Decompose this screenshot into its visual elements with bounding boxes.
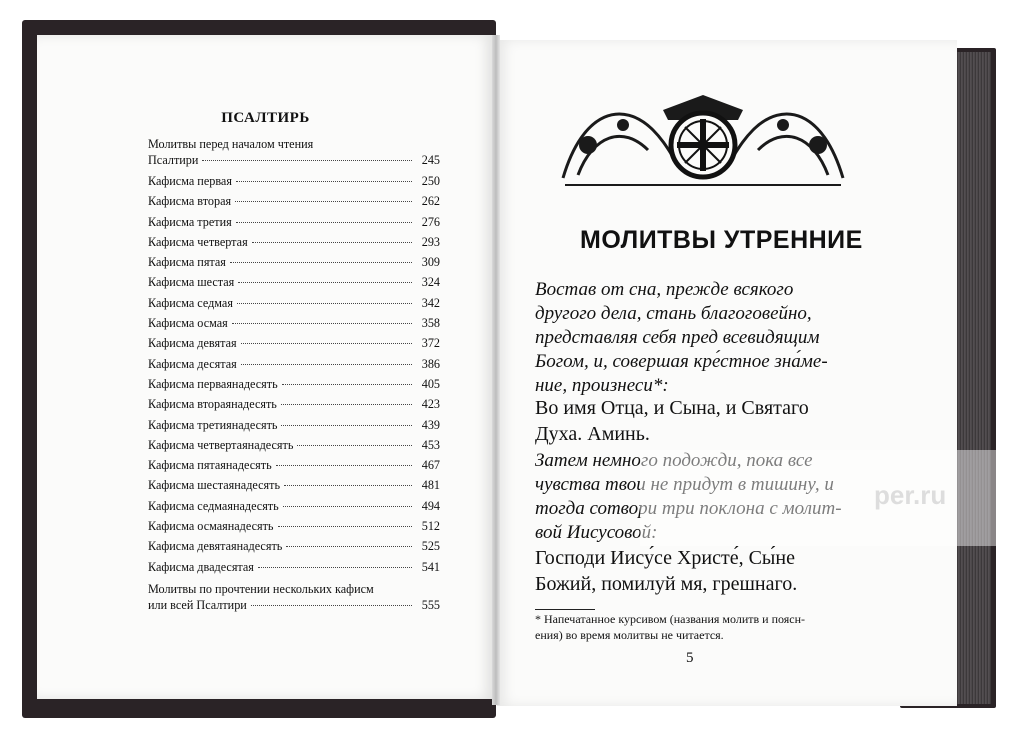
toc-entry[interactable] [148, 478, 440, 498]
toc-dot-leader [297, 445, 412, 446]
toc-entry-page: 494 [421, 498, 440, 513]
toc-entry-page: 541 [421, 559, 440, 574]
footnote-line: ения) во время молитвы не читается. [535, 628, 724, 642]
toc-entry-label: Псалтири [148, 153, 199, 167]
toc-dot-leader [241, 343, 412, 344]
watermark-text: per.ru [874, 480, 947, 510]
toc-entry[interactable] [148, 458, 440, 478]
toc-dot-leader [251, 605, 412, 606]
book-gutter [492, 35, 500, 705]
toc-entry[interactable] [148, 438, 440, 458]
text-line: другого дела, стань благоговейно, [535, 303, 812, 324]
toc-dot-leader [258, 567, 412, 568]
toc-entry[interactable] [148, 194, 440, 214]
toc-dot-leader [235, 201, 412, 202]
text-line: ние, произнеси*: [535, 375, 669, 396]
toc-entry-last[interactable] [148, 582, 440, 618]
prayer-paragraph-1 [535, 395, 855, 447]
toc-dot-leader [276, 465, 412, 466]
toc-entry-label: Кафисма четвертаянадесять [148, 437, 294, 452]
toc-entry-first[interactable] [148, 137, 440, 174]
toc-entry-label: Кафисма двадесятая [148, 559, 254, 574]
toc-entry-label: Кафисма пятаянадесять [148, 458, 272, 473]
toc-entry-label: Молитвы по прочтении нескольких кафисм [148, 581, 374, 596]
toc-entry-label: Кафисма десятая [148, 356, 237, 371]
toc-entry[interactable] [148, 235, 440, 255]
text-line: Затем немного подожди, пока все [535, 450, 813, 471]
toc-dot-leader [283, 506, 412, 507]
toc-dot-leader [281, 425, 412, 426]
text-line: представляя себя пред всевидящим [535, 327, 820, 348]
toc-title: ПСАЛТИРЬ [221, 110, 310, 126]
toc-dot-leader [278, 526, 413, 527]
toc-entry-page: 555 [421, 597, 440, 612]
toc-entry-label: Молитвы перед началом чтения [148, 137, 314, 151]
toc-dot-leader [286, 546, 412, 547]
toc-entry-page: 405 [421, 376, 440, 391]
toc-entry[interactable] [148, 336, 440, 356]
text-line: Божий, помилуй мя, грешнаго. [535, 573, 798, 595]
toc-entry-label: Кафисма шестая [148, 275, 235, 290]
toc-entry-page: 250 [421, 174, 440, 188]
text-line: тогда сотвори три поклона с молит- [535, 498, 842, 519]
toc-dot-leader [230, 262, 412, 263]
toc-entry[interactable] [148, 296, 440, 316]
toc-entry-page: 512 [421, 519, 440, 534]
toc-entry-label: Кафисма девятаянадесять [148, 539, 283, 554]
toc-entry-label: Кафисма перваянадесять [148, 376, 278, 391]
toc-entry-page: 423 [421, 397, 440, 412]
instruction-paragraph-1 [535, 278, 855, 398]
toc-entry-page: 276 [421, 214, 440, 229]
toc-entry-page: 525 [421, 539, 440, 554]
text-line: Богом, и, совершая кре́стное зна́ме- [535, 351, 828, 372]
toc-entry-label: Кафисма втораянадесять [148, 397, 277, 412]
toc-entry-label: или всей Псалтири [148, 597, 247, 612]
toc-entry-label: Кафисма третиянадесять [148, 417, 278, 432]
toc-entry[interactable] [148, 357, 440, 377]
toc-dot-leader [281, 404, 412, 405]
toc-dot-leader [232, 323, 412, 324]
toc-entry-page: 372 [421, 336, 440, 351]
text-line: Востав от сна, прежде всякого [535, 279, 794, 300]
toc-entry-label: Кафисма вторая [148, 194, 232, 209]
toc-entry-label: Кафисма седмая [148, 295, 233, 310]
toc-dot-leader [241, 364, 412, 365]
toc-entry-label: Кафисма девятая [148, 336, 237, 351]
toc-dot-leader [236, 222, 412, 223]
toc-entry[interactable] [148, 377, 440, 397]
toc-dot-leader [236, 181, 412, 182]
ornamental-headpiece [553, 90, 853, 188]
page-heading: МОЛИТВЫ УТРЕННИЕ [580, 226, 863, 254]
toc-entry-label: Кафисма осмаянадесять [148, 519, 274, 534]
toc-entry[interactable] [148, 215, 440, 235]
toc-entry-page: 342 [421, 295, 440, 310]
toc-entry-page: 324 [421, 275, 440, 290]
toc-entry[interactable] [148, 316, 440, 336]
toc-entry-label: Кафисма первая [148, 174, 232, 188]
toc-dot-leader [238, 282, 412, 283]
toc-entry-page: 245 [421, 153, 440, 167]
toc-entry[interactable] [148, 418, 440, 438]
toc-entry-page: 309 [421, 255, 440, 270]
page-edges [955, 52, 991, 704]
toc-dot-leader [252, 242, 412, 243]
toc-entry-label: Кафисма третия [148, 214, 232, 229]
toc-entry-label: Кафисма пятая [148, 255, 226, 270]
toc-entry[interactable] [148, 397, 440, 417]
toc-entries [148, 174, 440, 580]
toc-dot-leader [282, 384, 412, 385]
prayer-paragraph-2 [535, 545, 855, 597]
toc-entry[interactable] [148, 174, 440, 194]
toc-entry[interactable] [148, 499, 440, 519]
footnote-divider [535, 609, 595, 610]
toc-entry-page: 467 [421, 458, 440, 473]
toc-entry[interactable] [148, 519, 440, 539]
toc-entry-page: 293 [421, 234, 440, 249]
text-line: Духа. Аминь. [535, 423, 650, 445]
text-line: вой Иисусовой: [535, 522, 658, 543]
toc-entry-label: Кафисма осмая [148, 316, 228, 331]
toc-dot-leader [237, 303, 412, 304]
toc-entry[interactable] [148, 539, 440, 559]
toc-entry-label: Кафисма шестаянадесять [148, 478, 281, 493]
page-number: 5 [686, 650, 694, 666]
toc-entry-label: Кафисма четвертая [148, 234, 248, 249]
text-line: Господи Иису́се Христе́, Сы́не [535, 547, 795, 569]
footnote [535, 611, 855, 643]
toc-entry-page: 358 [421, 316, 440, 331]
watermark-band [640, 450, 1024, 546]
footnote-line: * Напечатанное курсивом (названия молитв и поясн- [535, 612, 806, 626]
toc-entry-label: Кафисма седмаянадесять [148, 498, 279, 513]
text-line: чувства твои не придут в тишину, и [535, 474, 834, 495]
toc-entry-page: 262 [421, 194, 440, 209]
toc-dot-leader [202, 160, 412, 161]
text-line: Во имя Отца, и Сына, и Святаго [535, 397, 809, 419]
toc-entry-page: 453 [421, 437, 440, 452]
toc-entry[interactable] [148, 560, 440, 580]
toc-dot-leader [284, 485, 412, 486]
toc-entry[interactable] [148, 255, 440, 275]
toc-entry-page: 386 [421, 356, 440, 371]
table-of-contents [148, 137, 440, 618]
toc-entry-page: 439 [421, 417, 440, 432]
toc-entry-page: 481 [421, 478, 440, 493]
toc-entry[interactable] [148, 275, 440, 295]
